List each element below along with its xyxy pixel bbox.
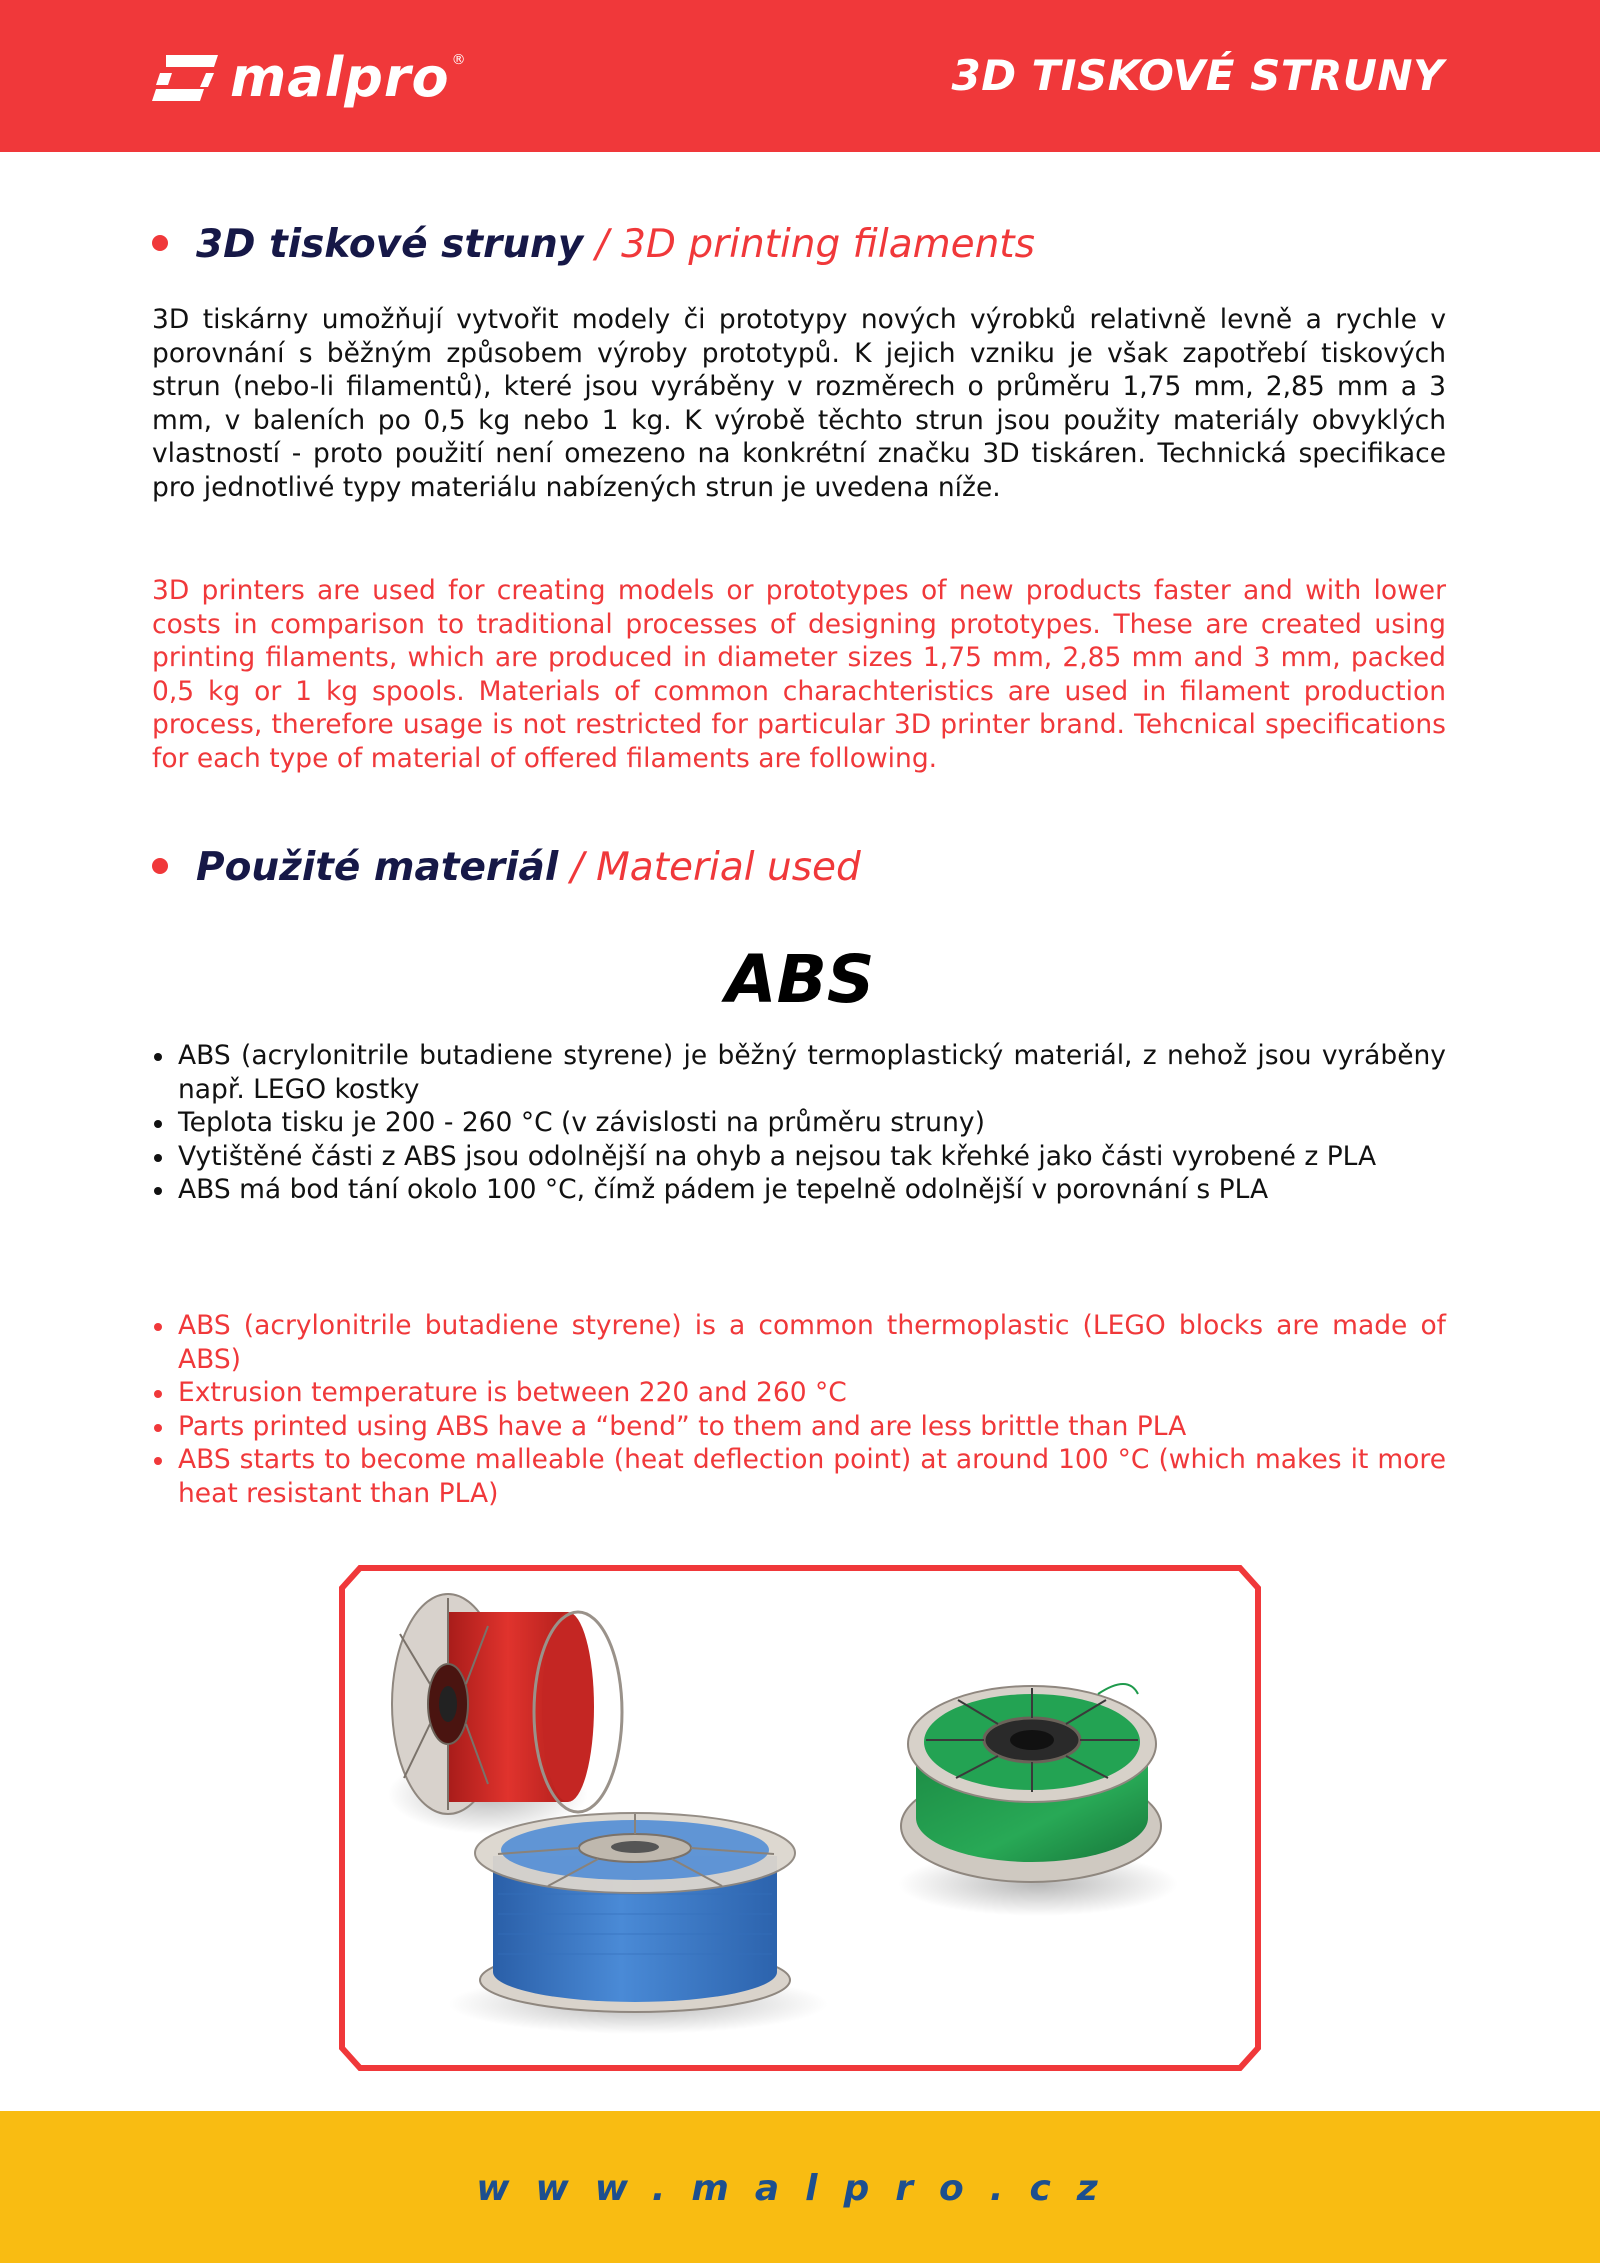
website-link[interactable]: www.malpro.cz bbox=[476, 2168, 1124, 2209]
section-title-cz: 3D tiskové struny bbox=[196, 222, 584, 267]
material-bullets-cz bbox=[152, 1039, 1446, 1207]
list-item: ABS má bod tání okolo 100 °C, čímž pádem je tepelně odolnější v porovnání s PLA bbox=[152, 1173, 1446, 1207]
list-item: ABS (acrylonitrile butadiene styrene) je běžný termoplastický materiál, z nehož jsou vyráběny např. LEGO kostky bbox=[152, 1039, 1446, 1106]
section-title-cz: Použité materiál bbox=[196, 845, 559, 890]
brand-name: malpro bbox=[230, 46, 450, 109]
intro-paragraph-en: 3D printers are used for creating models or prototypes of new products faster and with lower costs in comparison to traditional processes of designing prototypes. These are created using printing filaments, which are produced in diameter sizes 1,75 mm, 2,85 mm and 3 mm, packed 0,5 kg or 1 kg spools. Materials of common charachteristics are used in filament production process, therefore usage is not restricted for particular 3D printer brand. Tehcnical specifications for each type of material of offered filaments are following. bbox=[152, 575, 1446, 774]
section-separator: / bbox=[583, 222, 622, 267]
malpro-logo-icon bbox=[152, 53, 218, 103]
list-item: Teplota tisku je 200 - 260 °C (v závislosti na průměru struny) bbox=[152, 1106, 1446, 1140]
page-header bbox=[0, 0, 1600, 152]
section-title-en: 3D printing filaments bbox=[621, 222, 1035, 267]
material-bullets-en bbox=[152, 1309, 1446, 1511]
registered-mark: ® bbox=[451, 52, 466, 68]
section-separator: / bbox=[558, 845, 597, 890]
material-title: ABS bbox=[725, 941, 875, 1018]
list-item: Vytištěné části z ABS jsou odolnější na ohyb a nejsou tak křehké jako části vyrobené z PLA bbox=[152, 1140, 1446, 1174]
list-item: ABS (acrylonitrile butadiene styrene) is a common thermoplastic (LEGO blocks are made of ABS) bbox=[152, 1309, 1446, 1376]
filament-spools-photo bbox=[338, 1564, 1262, 2072]
blue-spool-icon bbox=[448, 1813, 828, 2034]
page-footer bbox=[0, 2111, 1600, 2263]
green-spool-icon bbox=[898, 1684, 1178, 1916]
malpro-logo bbox=[152, 46, 466, 109]
bullet-dot-icon bbox=[152, 858, 168, 874]
header-title: 3D TISKOVÉ STRUNY bbox=[951, 51, 1444, 100]
section-heading-filaments bbox=[152, 219, 1035, 271]
intro-paragraph-cz: 3D tiskárny umožňují vytvořit modely či prototypy nových výrobků relativně levně a rychle v porovnání s běžným způsobem výroby prototypů. K jejich vzniku je však zapotřebí tiskových strun (nebo-li filamentů), které jsou vyráběny v rozměrech o průměru 1,75 mm, 2,85 mm a 3 mm, v baleních po 0,5 kg nebo 1 kg. K výrobě těchto strun jsou použity materiály obvyklých vlastností - proto použití není omezeno na konkrétní značku 3D tiskáren. Technická specifikace pro jednotlivé typy materiálu nabízených strun je uvedena níže. bbox=[152, 304, 1446, 503]
bullet-dot-icon bbox=[152, 235, 168, 251]
list-item: Extrusion temperature is between 220 and 260 °C bbox=[152, 1376, 1446, 1410]
section-heading-material bbox=[152, 842, 861, 894]
list-item: ABS starts to become malleable (heat deflection point) at around 100 °C (which makes it more heat resistant than PLA) bbox=[152, 1443, 1446, 1510]
list-item: Parts printed using ABS have a “bend” to them and are less brittle than PLA bbox=[152, 1410, 1446, 1444]
section-title-en: Material used bbox=[596, 845, 861, 890]
